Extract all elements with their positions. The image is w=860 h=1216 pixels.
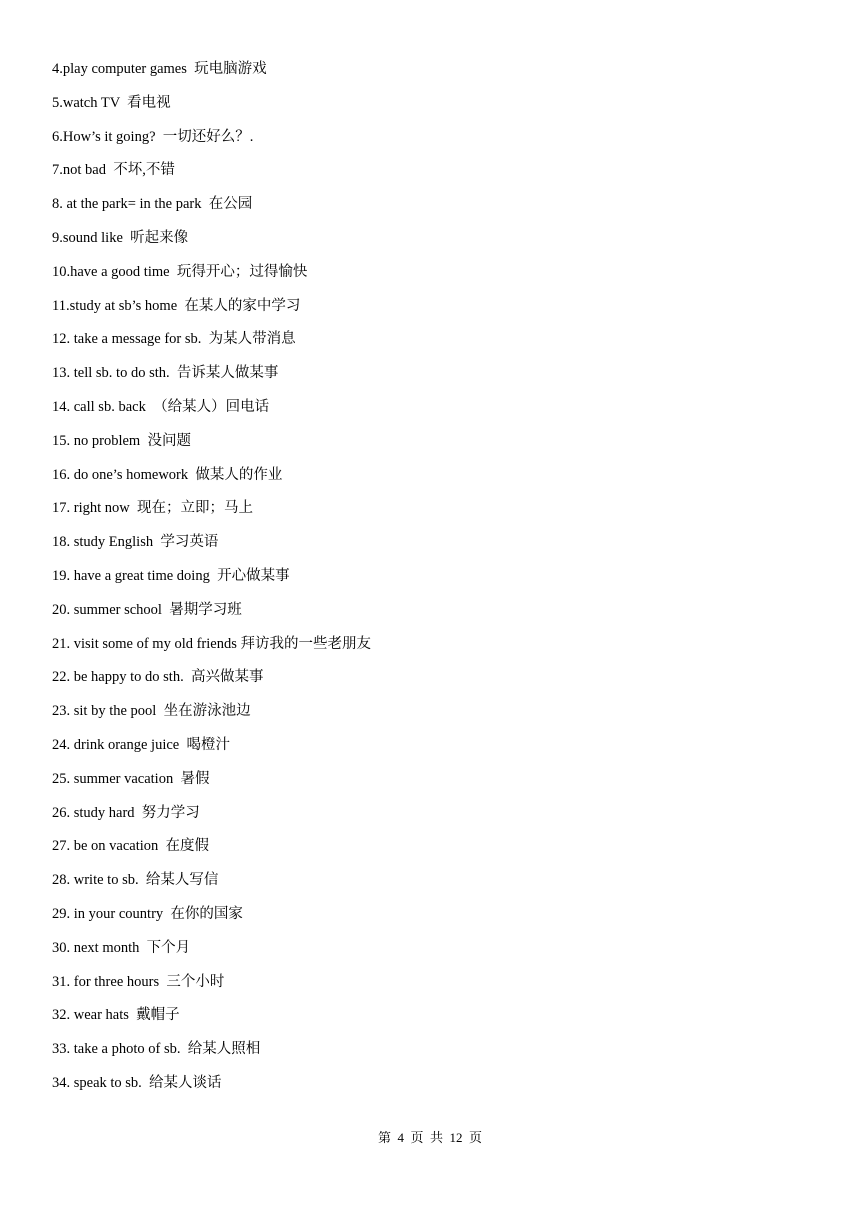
phrase-line: 21. visit some of my old friends 拜访我的一些老朋友 — [52, 635, 371, 652]
phrase-line: 19. have a great time doing 开心做某事 — [52, 567, 290, 584]
phrase-line: 4.play computer games 玩电脑游戏 — [52, 61, 267, 77]
phrase-line: 9.sound like 听起来像 — [52, 229, 189, 246]
phrase-line: 16. do one’s homework 做某人的作业 — [52, 466, 283, 483]
phrase-line: 28. write to sb. 给某人写信 — [52, 872, 219, 889]
phrase-line: 24. drink orange juice 喝橙汁 — [52, 736, 230, 753]
phrase-line: 7.not bad 不坏,不错 — [52, 162, 175, 179]
phrase-line: 32. wear hats 戴帽子 — [52, 1007, 180, 1024]
phrase-line: 33. take a photo of sb. 给某人照相 — [52, 1041, 261, 1058]
phrase-line: 17. right now 现在；立即；马上 — [52, 500, 253, 517]
phrase-line: 30. next month 下个月 — [52, 939, 191, 956]
phrase-line: 18. study English 学习英语 — [52, 534, 219, 551]
phrase-line: 26. study hard 努力学习 — [52, 804, 200, 821]
phrase-line: 20. summer school 暑期学习班 — [52, 601, 242, 618]
phrase-line: 10.have a good time 玩得开心；过得愉快 — [52, 263, 308, 280]
phrase-line: 14. call sb. back （给某人）回电话 — [52, 398, 270, 415]
phrase-line: 15. no problem 没问题 — [52, 432, 191, 449]
phrase-line: 13. tell sb. to do sth. 告诉某人做某事 — [52, 365, 279, 382]
phrase-line: 23. sit by the pool 坐在游泳池边 — [52, 703, 251, 720]
phrase-line: 29. in your country 在你的国家 — [52, 905, 243, 922]
phrase-line: 25. summer vacation 暑假 — [52, 770, 210, 787]
phrase-list — [52, 58, 371, 1106]
phrase-line: 5.watch TV 看电视 — [52, 94, 171, 111]
phrase-line: 31. for three hours 三个小时 — [52, 973, 225, 990]
phrase-line: 22. be happy to do sth. 高兴做某事 — [52, 669, 264, 686]
page-footer: 第 4 页 共 12 页 — [377, 1130, 482, 1145]
phrase-line: 6.How’s it going? 一切还好么？. — [52, 128, 254, 145]
phrase-line: 27. be on vacation 在度假 — [52, 838, 210, 855]
phrase-line: 8. at the park= in the park 在公园 — [52, 196, 253, 213]
phrase-line: 34. speak to sb. 给某人谈话 — [52, 1074, 222, 1091]
phrase-line: 11.study at sb’s home 在某人的家中学习 — [52, 297, 301, 314]
phrase-line: 12. take a message for sb. 为某人带消息 — [52, 331, 296, 348]
